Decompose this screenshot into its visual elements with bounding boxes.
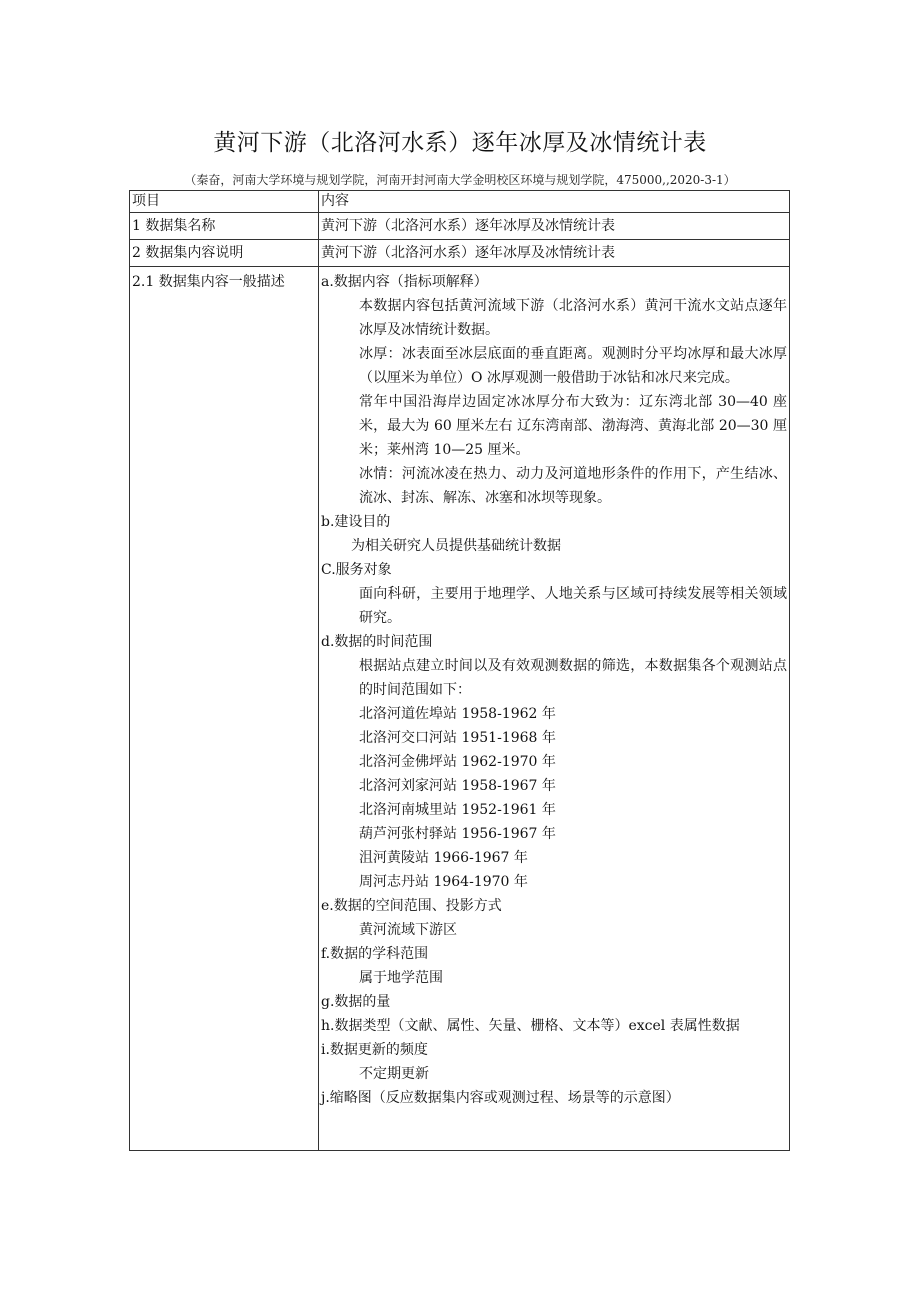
table-row [130, 240, 790, 267]
section-a-label: a.数据内容（指标项解释） [321, 274, 488, 290]
station-item: 周河志丹站 1964-1970 年 [359, 874, 528, 890]
station-item: 北洛河道佐埠站 1958-1962 年 [359, 706, 556, 722]
section-c-text: 面向科研，主要用于地理学、人地关系与区域可持续发展等相关领域研究。 [359, 586, 787, 626]
section-d-label: d.数据的时间范围 [321, 634, 433, 650]
station-item: 北洛河南城里站 1952-1961 年 [359, 802, 556, 818]
document-title: 黄河下游（北洛河水系）逐年冰厚及冰情统计表 [213, 130, 707, 156]
section-f-label: f.数据的学科范围 [321, 946, 429, 962]
row-value-dataset-description: 黄河下游（北洛河水系）逐年冰厚及冰情统计表 [319, 240, 790, 267]
section-b-label: b.建设目的 [321, 514, 391, 530]
section-b-text: 为相关研究人员提供基础统计数据 [351, 538, 561, 554]
station-item: 葫芦河张村驿站 1956-1967 年 [359, 826, 556, 842]
section-f-text: 属于地学范围 [359, 970, 443, 986]
general-description-content [319, 267, 790, 1151]
section-i-label: i.数据更新的频度 [321, 1042, 428, 1058]
section-d-text: 根据站点建立时间以及有效观测数据的筛选，本数据集各个观测站点的时间范围如下： [359, 658, 787, 698]
station-item: 沮河黄陵站 1966-1967 年 [359, 850, 528, 866]
section-a-paragraph: 常年中国沿海岸边固定冰冰厚分布大致为：辽东湾北部 30—40 座米，最大为 60 厘米左右 辽东湾南部、渤海湾、黄海北部 20—30 厘米；莱州湾 10—25 厘米。 [359, 394, 787, 458]
section-j-label: j.缩略图（反应数据集内容或观测过程、场景等的示意图） [321, 1090, 680, 1106]
section-i-text: 不定期更新 [359, 1066, 429, 1082]
section-e-text: 黄河流域下游区 [359, 922, 457, 938]
section-a-paragraph: 本数据内容包括黄河流域下游（北洛河水系）黄河干流水文站点逐年冰厚及冰情统计数据。 [359, 298, 787, 338]
row-label-dataset-name: 1 数据集名称 [130, 213, 319, 240]
header-content: 内容 [319, 191, 790, 213]
table-header-row [130, 191, 790, 213]
section-h-label: h.数据类型（文献、属性、矢量、栅格、文本等）excel 表属性数据 [321, 1018, 740, 1034]
section-c-label: C.服务对象 [321, 562, 392, 578]
row-label-dataset-description: 2 数据集内容说明 [130, 240, 319, 267]
section-g-label: g.数据的量 [321, 994, 391, 1010]
table-row [130, 213, 790, 240]
section-a-paragraph: 冰厚：冰表面至冰层底面的垂直距离。观测时分平均冰厚和最大冰厚（以厘米为单位）O 冰厚观测一般借助于冰钻和冰尺来完成。 [359, 346, 787, 386]
author-affiliation: （秦奋，河南大学环境与规划学院，河南开封河南大学金明校区环境与规划学院，475000,,2020-3-1） [184, 173, 736, 187]
row-value-dataset-name: 黄河下游（北洛河水系）逐年冰厚及冰情统计表 [319, 213, 790, 240]
station-item: 北洛河金佛坪站 1962-1970 年 [359, 754, 556, 770]
station-item: 北洛河交口河站 1951-1968 年 [359, 730, 556, 746]
section-e-label: e.数据的空间范围、投影方式 [321, 898, 502, 914]
section-a-paragraph: 冰情：河流冰凌在热力、动力及河道地形条件的作用下，产生结冰、流冰、封冻、解冻、冰塞和冰坝等现象。 [359, 466, 787, 506]
station-item: 北洛河刘家河站 1958-1967 年 [359, 778, 556, 794]
header-item: 项目 [130, 191, 319, 213]
table-row [130, 267, 790, 1151]
metadata-table [129, 190, 790, 1151]
row-label-general-description: 2.1 数据集内容一般描述 [130, 267, 319, 1151]
